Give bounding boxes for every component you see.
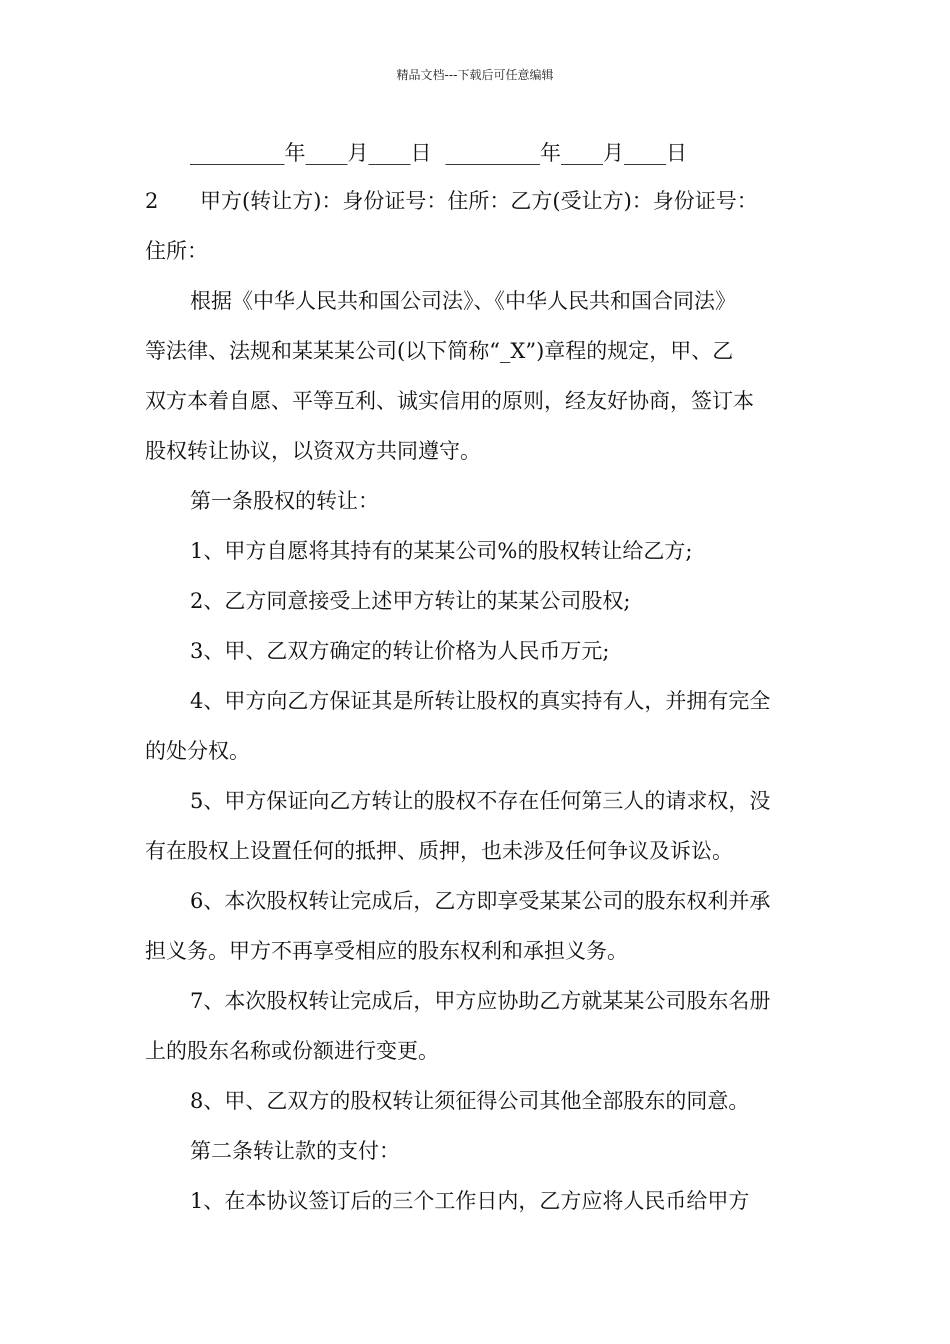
date-right: _________年____月____日 <box>445 141 687 165</box>
section-heading: 第二条转让款的支付： <box>190 1139 400 1163</box>
paragraph-line: 7、本次股权转让完成后，甲方应协助乙方就某某公司股东名册 <box>190 989 771 1013</box>
paragraph-line: 3、甲、乙双方确定的转让价格为人民币万元; <box>190 639 610 663</box>
paragraph-line: 的处分权。 <box>145 739 250 763</box>
paragraph-line: 8、甲、乙双方的股权转让须征得公司其他全部股东的同意。 <box>190 1089 750 1113</box>
paragraph-line: 根据《中华人民共和国公司法》、《中华人民共和国合同法》 <box>190 289 736 313</box>
paragraph-line: 上的股东名称或份额进行变更。 <box>145 1039 439 1063</box>
parties-text: 甲方(转让方)：身份证号：住所：乙方(受让方)：身份证号： <box>200 189 758 213</box>
paragraph-line: 担义务。甲方不再享受相应的股东权利和承担义务。 <box>145 939 628 963</box>
paragraph-line: 住所： <box>145 239 208 263</box>
paragraph-line: 4、甲方向乙方保证其是所转让股权的真实持有人，并拥有完全 <box>190 689 771 713</box>
date-line <box>190 138 950 168</box>
date-left: _________年____月____日 <box>190 141 432 165</box>
paragraph-line: 2、乙方同意接受上述甲方转让的某某公司股权; <box>190 589 631 613</box>
paragraph-line: 1、在本协议签订后的三个工作日内，乙方应将人民币给甲方 <box>190 1189 750 1213</box>
paragraph-line: 1、甲方自愿将其持有的某某公司%的股权转让给乙方; <box>190 539 693 563</box>
clause-number: 2 <box>145 189 159 213</box>
paragraph-line: 有在股权上设置任何的抵押、质押，也未涉及任何争议及诉讼。 <box>145 839 733 863</box>
paragraph-line: 股权转让协议，以资双方共同遵守。 <box>145 439 481 463</box>
paragraph-line: 双方本着自愿、平等互利、诚实信用的原则，经友好协商，签订本 <box>145 389 754 413</box>
paragraph-line: 等法律、法规和某某某公司(以下简称“_X”)章程的规定，甲、乙 <box>145 339 734 363</box>
page-header: 精品文档---下载后可任意编辑 <box>396 68 554 82</box>
section-heading: 第一条股权的转让： <box>190 489 379 513</box>
paragraph-line: 5、甲方保证向乙方转让的股权不存在任何第三人的请求权，没 <box>190 789 771 813</box>
paragraph-line: 6、本次股权转让完成后，乙方即享受某某公司的股东权利并承 <box>190 889 771 913</box>
